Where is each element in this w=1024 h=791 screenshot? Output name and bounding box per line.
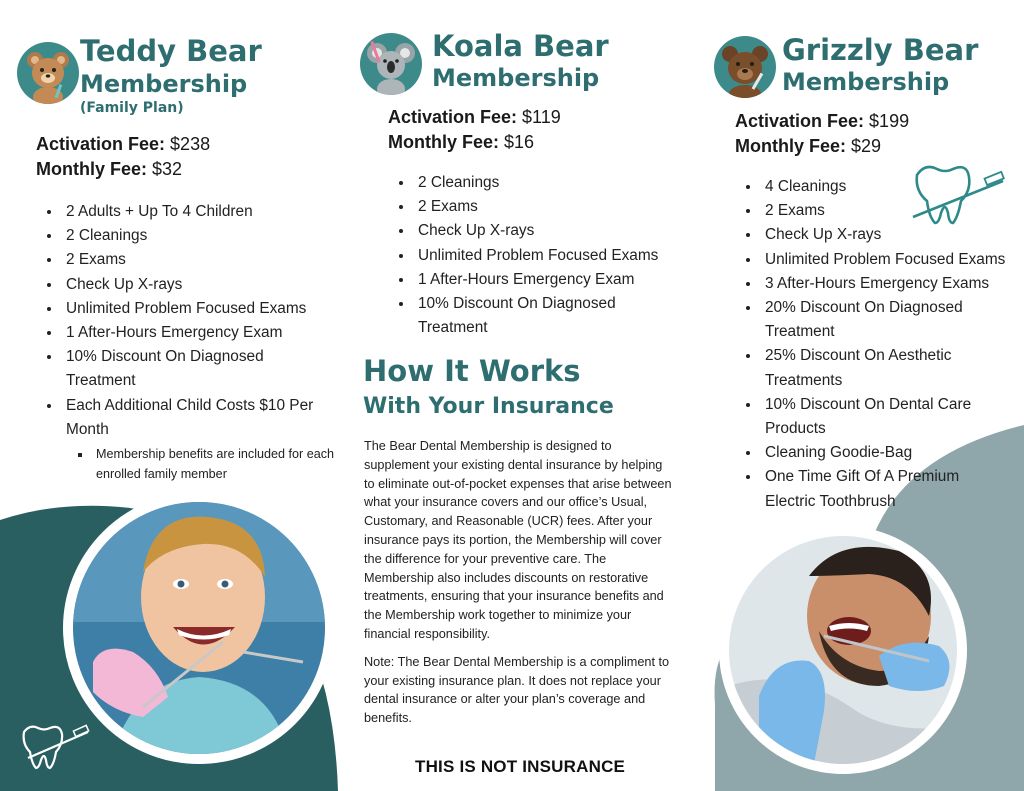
koala-benefits [392,171,682,340]
benefit-item: • 1 After-Hours Emergency Exam [414,268,682,292]
benefit-item: • 10% Discount On Dental Care Products [761,393,990,441]
benefit-item: • Check Up X-rays [62,273,335,297]
benefit-item: • 10% Discount On Diagnosed Treatment [414,292,638,340]
monthly-fee-label: Monthly Fee: [735,136,846,156]
koala-plan-title: Koala Bear [432,29,609,63]
how-it-works-subtitle: With Your Insurance [363,394,614,419]
monthly-fee-value: $16 [504,132,535,152]
activation-fee-value: $238 [170,134,211,154]
activation-fee-value: $199 [869,111,910,131]
monthly-fee-value: $32 [152,159,183,179]
benefit-item: • Unlimited Problem Focused Exams [62,297,335,321]
benefit-item: • 4 Cleanings [761,175,1024,199]
benefit-item: • Check Up X-rays [761,223,1024,247]
benefit-item: • Cleaning Goodie-Bag [761,441,1024,465]
benefit-item: • 25% Discount On Aesthetic Treatments [761,344,980,392]
grizzly-benefits [739,175,1024,514]
teddy-bear-avatar-icon [17,42,79,104]
monthly-fee-label: Monthly Fee: [36,159,147,179]
how-it-works-title: How It Works [363,354,581,388]
benefit-item: • Check Up X-rays [414,219,682,243]
sub-benefit-item: ▪ Membership benefits are included for each enrolled family member [92,444,335,484]
not-insurance-disclaimer: THIS IS NOT INSURANCE [415,757,626,776]
benefit-item: • 2 Cleanings [414,171,682,195]
grizzly-plan-title: Grizzly Bear [782,33,979,67]
teddy-fees [36,132,210,182]
how-it-works-paragraph: The Bear Dental Membership is designed to supplement your existing dental insurance by helping to eliminate out-of-pocket expenses that arise between what your insurance covers and our office’s Usual, Customary, and Reasonable (UCR) fees. After your insurance pays its portion, the Membership will cover the difference for your preventive care. The Membership also includes discounts on restorative treatments, ensuring that your insurance benefits and the Membership work together to minimize your financial responsibility. [364,439,672,641]
benefit-item: • 20% Discount On Diagnosed Treatment [761,296,980,344]
koala-plan-subtitle: Membership [432,64,600,92]
koala-avatar-icon [360,33,422,95]
adult-dental-photo [719,526,967,774]
benefit-item [62,394,335,484]
teddy-plan-title: Teddy Bear [80,34,262,68]
grizzly-fees [735,109,909,159]
benefit-item: • 1 After-Hours Emergency Exam [62,321,335,345]
monthly-fee-value: $29 [851,136,882,156]
teddy-plan-subtitle: Membership [80,70,248,98]
benefit-item: • Unlimited Problem Focused Exams [414,244,682,268]
benefit-item-text: Each Additional Child Costs $10 Per Month [66,396,314,438]
koala-fees [388,105,561,155]
monthly-fee-label: Monthly Fee: [388,132,499,152]
grizzly-avatar-icon [714,36,776,98]
teddy-benefits [40,200,335,484]
benefit-item: • 2 Adults + Up To 4 Children [62,200,335,224]
child-dental-photo [63,492,335,764]
benefit-item: • 2 Exams [414,195,682,219]
tooth-toothbrush-logo-icon [16,722,94,772]
benefit-item: • 10% Discount On Diagnosed Treatment [62,345,335,393]
benefit-item: • 2 Exams [761,199,1024,223]
activation-fee-label: Activation Fee: [36,134,166,154]
activation-fee-label: Activation Fee: [388,107,518,127]
activation-fee-label: Activation Fee: [735,111,865,131]
activation-fee-value: $119 [522,107,561,127]
benefit-item: • Unlimited Problem Focused Exams [761,248,1024,272]
benefit-item: • One Time Gift Of A Premium Electric Toothbrush [761,465,990,513]
insurance-note-paragraph: Note: The Bear Dental Membership is a compliment to your existing insurance plan. It does not replace your dental insurance or alter your plan’s coverage and benefits. [364,654,670,726]
benefit-item: • 2 Cleanings [62,224,335,248]
benefit-item: • 2 Exams [62,248,335,272]
how-it-works-body [364,437,674,728]
grizzly-plan-subtitle: Membership [782,68,950,96]
benefit-item: • 3 After-Hours Emergency Exams [761,272,1024,296]
teddy-family-plan-label: (Family Plan) [80,100,184,116]
